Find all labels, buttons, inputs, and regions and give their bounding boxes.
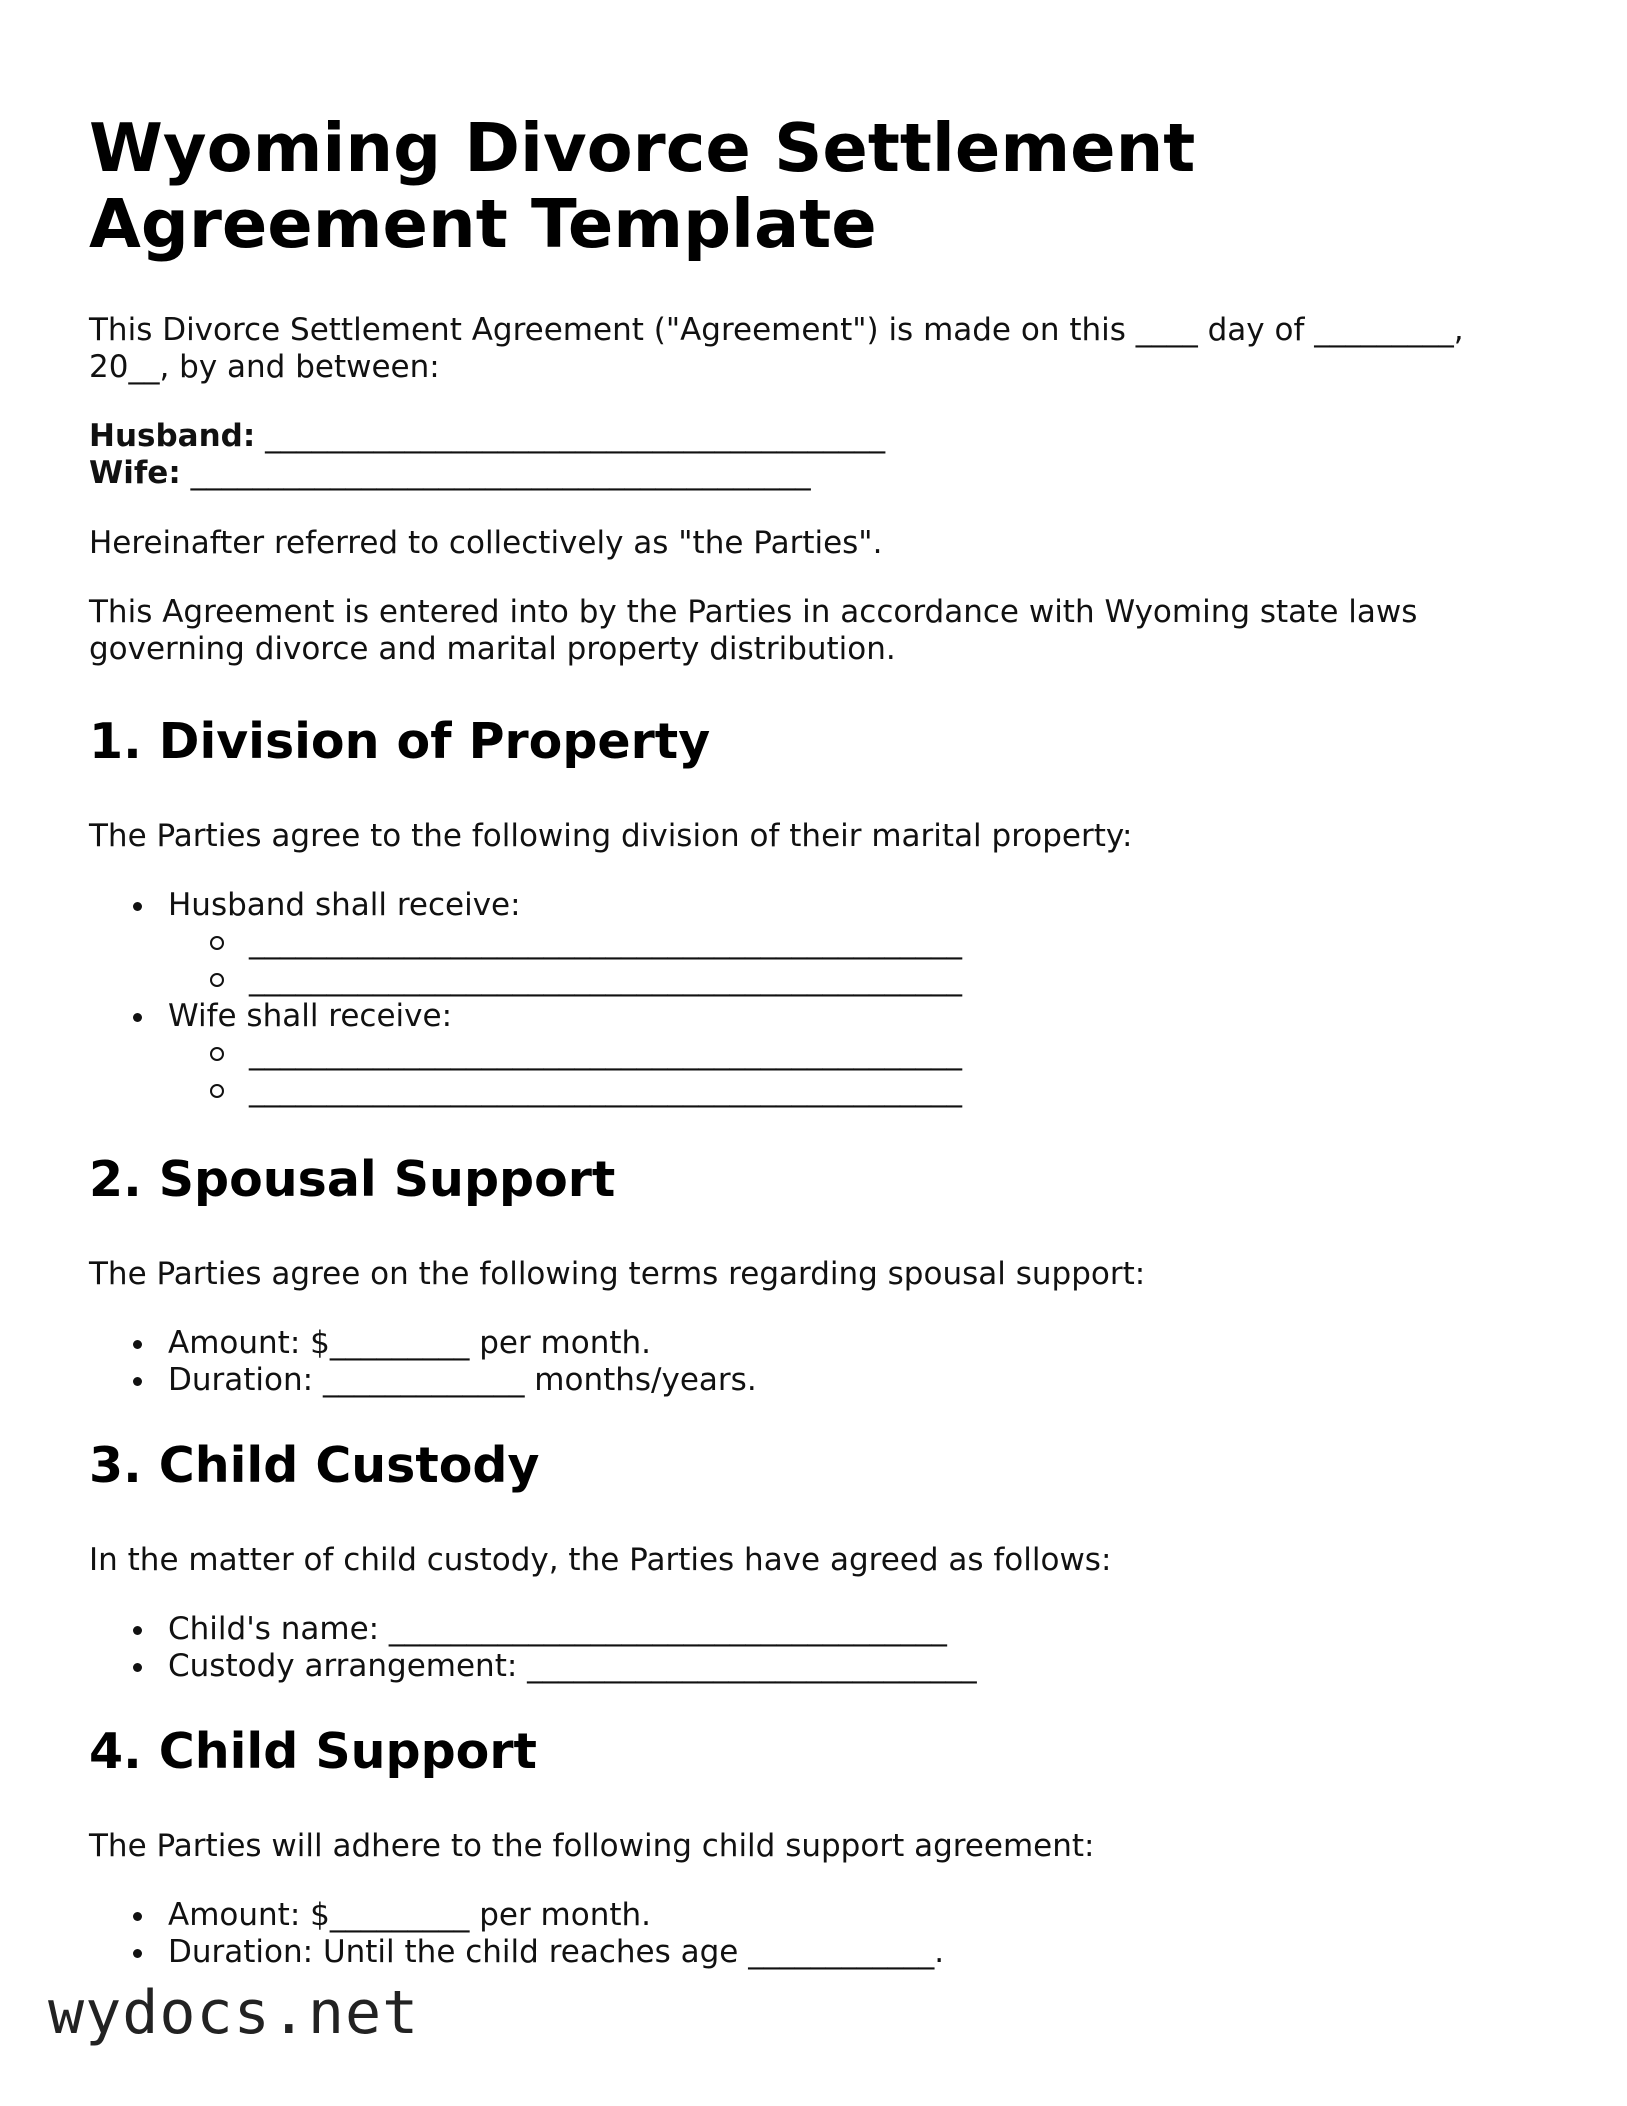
- hereinafter-paragraph: Hereinafter referred to collectively as "the Parties".: [89, 525, 883, 561]
- husband-line: [89, 418, 1549, 455]
- list-item: ______________________________________________: [168, 924, 1549, 961]
- accordance-paragraph: This Agreement is entered into by the Parties in accordance with Wyoming state laws governing divorce and marital property distribution.: [89, 594, 1418, 667]
- list-item: ______________________________________________: [168, 961, 1549, 998]
- section-custody-intro: In the matter of child custody, the Parties have agreed as follows:: [89, 1542, 1112, 1578]
- list-item: ______________________________________________: [168, 1035, 1549, 1072]
- site-watermark: wydocs.net: [48, 1978, 420, 2048]
- wife-label: Wife:: [89, 455, 181, 491]
- document-title: Wyoming Divorce Settlement Agreement Template: [89, 109, 1196, 263]
- custody-list: [89, 1611, 1549, 1685]
- list-item: Amount: $_________ per month.: [89, 1325, 1549, 1362]
- section-child-support-intro: The Parties will adhere to the following child support agreement:: [89, 1828, 1095, 1864]
- wife-line: [89, 455, 1549, 492]
- wife-blank: ________________________________________: [190, 455, 811, 491]
- husband-label: Husband:: [89, 418, 256, 454]
- list-item: Duration: Until the child reaches age ____________.: [89, 1934, 1549, 1971]
- husband-blank: ________________________________________: [265, 418, 886, 454]
- intro-paragraph: This Divorce Settlement Agreement ("Agreement") is made on this ____ day of _________, 20__, by and between:: [89, 312, 1464, 385]
- section-spousal-heading: 2. Spousal Support: [89, 1151, 616, 1208]
- list-item: [89, 998, 1549, 1109]
- wife-items-list: [168, 1035, 1549, 1109]
- spousal-list: [89, 1325, 1549, 1399]
- list-item: Duration: _____________ months/years.: [89, 1362, 1549, 1399]
- list-item: Child's name: ____________________________________: [89, 1611, 1549, 1648]
- child-support-list: [89, 1897, 1549, 1971]
- property-list: [89, 887, 1549, 1109]
- list-item: [89, 887, 1549, 998]
- parties-block: [89, 418, 1549, 492]
- list-item: ______________________________________________: [168, 1072, 1549, 1109]
- section-child-support-heading: 4. Child Support: [89, 1723, 537, 1780]
- section-property-heading: 1. Division of Property: [89, 713, 711, 770]
- document-page: [89, 110, 1549, 1971]
- section-spousal-intro: The Parties agree on the following terms regarding spousal support:: [89, 1256, 1146, 1292]
- husband-items-list: [168, 924, 1549, 998]
- list-item: Custody arrangement: _____________________________: [89, 1648, 1549, 1685]
- wife-receive-label: Wife shall receive:: [168, 998, 453, 1034]
- section-custody-heading: 3. Child Custody: [89, 1437, 540, 1494]
- list-item: Amount: $_________ per month.: [89, 1897, 1549, 1934]
- section-property-intro: The Parties agree to the following division of their marital property:: [89, 818, 1133, 854]
- husband-receive-label: Husband shall receive:: [168, 887, 521, 923]
